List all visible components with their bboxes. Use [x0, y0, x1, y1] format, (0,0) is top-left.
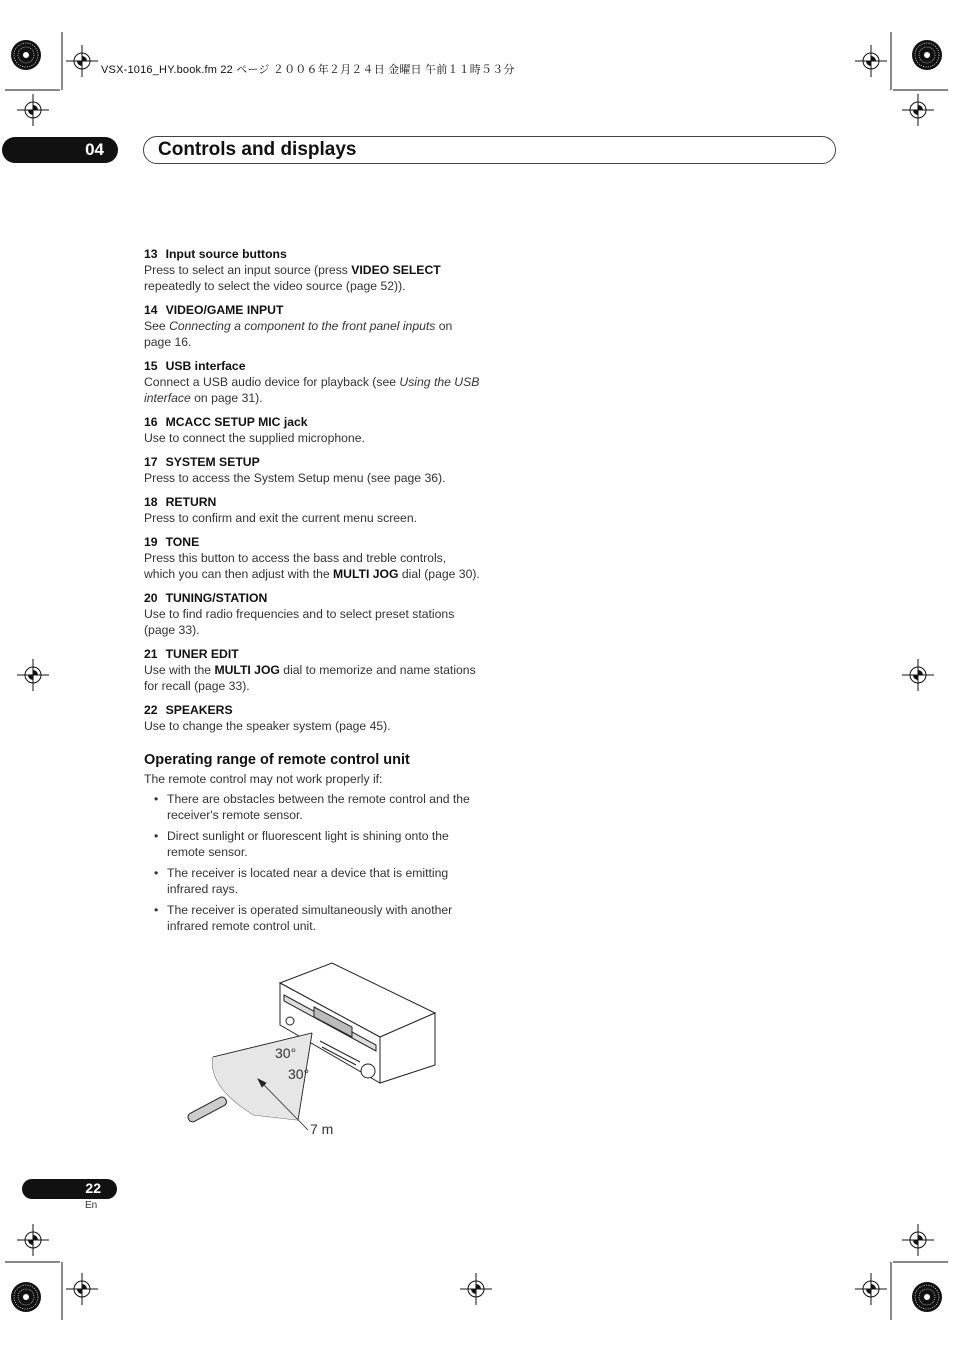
- control-item-title: [144, 646, 480, 662]
- control-item-number: 16: [144, 415, 158, 429]
- control-item-description: [144, 374, 480, 406]
- control-item-number: 18: [144, 495, 158, 509]
- control-item-number: 15: [144, 359, 158, 373]
- bold-term: MULTI JOG: [214, 663, 280, 677]
- registration-mark-icon: [17, 659, 49, 691]
- control-item-name: USB interface: [165, 359, 246, 373]
- control-item-title: [144, 358, 480, 374]
- control-item-description: [144, 318, 480, 350]
- control-item-description: [144, 606, 480, 638]
- remote-range-diagram: [180, 955, 450, 1145]
- registration-mark-icon: [66, 1273, 98, 1305]
- description-text: on page 16.: [144, 319, 453, 349]
- control-item-title: [144, 494, 480, 510]
- description-text: Press this button to access the bass and treble controls, which you can then adjust with the: [144, 551, 447, 581]
- description-text: Connect a USB audio device for playback (see: [144, 375, 400, 389]
- description-text: dial to memorize and name stations for recall (page 33).: [144, 663, 476, 693]
- registration-mark-icon: [17, 1224, 49, 1256]
- chapter-number: 04: [85, 140, 104, 159]
- chapter-tab: [2, 137, 118, 163]
- control-item: [144, 646, 480, 694]
- control-item-number: 22: [144, 703, 158, 717]
- control-item-title: [144, 302, 480, 318]
- description-text: Use to find radio frequencies and to select preset stations (page 33).: [144, 607, 455, 637]
- remote-control-icon: [187, 1096, 228, 1124]
- control-item-title: [144, 702, 480, 718]
- control-item: [144, 454, 480, 486]
- control-item: [144, 414, 480, 446]
- list-item: • There are obstacles between the remote control and the receiver's remote sensor.: [144, 791, 480, 823]
- list-item: • The receiver is operated simultaneously with another infrared remote control unit.: [144, 902, 480, 934]
- control-item-description: [144, 430, 480, 446]
- control-item-name: RETURN: [165, 495, 217, 509]
- control-item: [144, 246, 480, 294]
- control-item: [144, 302, 480, 350]
- list-item: • The receiver is located near a device that is emitting infrared rays.: [144, 865, 480, 897]
- description-text: repeatedly to select the video source (page 52)).: [144, 279, 406, 293]
- description-text: on page 31).: [190, 391, 263, 405]
- control-item-description: [144, 662, 480, 694]
- registration-mark-icon: [902, 1224, 934, 1256]
- registration-mark-icon: [855, 45, 887, 77]
- control-item-name: TUNING/STATION: [165, 591, 268, 605]
- control-item-title: [144, 414, 480, 430]
- list-item: • Direct sunlight or fluorescent light is shining onto the remote sensor.: [144, 828, 480, 860]
- registration-mark-icon: [17, 94, 49, 126]
- angle-label-lower: 30°: [288, 1066, 310, 1082]
- cross-reference: Using the USB interface: [144, 375, 480, 405]
- control-item-name: SPEAKERS: [165, 703, 233, 717]
- control-item-name: SYSTEM SETUP: [165, 455, 260, 469]
- control-item: [144, 534, 480, 582]
- language-label: En: [85, 1200, 98, 1211]
- control-item: [144, 702, 480, 734]
- control-item-name: TUNER EDIT: [165, 647, 239, 661]
- chapter-title: Controls and displays: [158, 139, 357, 160]
- registration-wheel-icon: [912, 1282, 942, 1312]
- control-item-number: 20: [144, 591, 158, 605]
- main-content: [144, 246, 480, 939]
- control-item-name: Input source buttons: [165, 247, 287, 261]
- control-list: [144, 246, 480, 734]
- control-item-number: 14: [144, 303, 158, 317]
- control-item-number: 17: [144, 455, 158, 469]
- control-item-name: MCACC SETUP MIC jack: [165, 415, 308, 429]
- control-item-description: [144, 262, 480, 294]
- registration-mark-icon: [66, 45, 98, 77]
- page-number-tab: [22, 1179, 117, 1199]
- registration-wheel-icon: [11, 1282, 41, 1312]
- description-text: Press to confirm and exit the current menu screen.: [144, 511, 417, 525]
- page-number: 22: [85, 1180, 101, 1196]
- section-intro: The remote control may not work properly if:: [144, 772, 383, 786]
- registration-mark-icon: [902, 94, 934, 126]
- control-item-name: VIDEO/GAME INPUT: [165, 303, 284, 317]
- description-text: Use to change the speaker system (page 45).: [144, 719, 391, 733]
- registration-wheel-icon: [912, 40, 942, 70]
- control-item-description: [144, 550, 480, 582]
- description-text: Use to connect the supplied microphone.: [144, 431, 365, 445]
- control-item-number: 19: [144, 535, 158, 549]
- control-item-description: [144, 470, 480, 486]
- description-text: Press to select an input source (press: [144, 263, 352, 277]
- control-item-title: [144, 454, 480, 470]
- control-item-title: [144, 534, 480, 550]
- control-item: [144, 590, 480, 638]
- bullet-list: [144, 791, 480, 934]
- bold-term: VIDEO SELECT: [351, 263, 441, 277]
- control-item-title: [144, 246, 480, 262]
- section-title: Operating range of remote control unit: [144, 752, 410, 768]
- control-item-title: [144, 590, 480, 606]
- description-text: Use with the: [144, 663, 215, 677]
- description-text: See: [144, 319, 170, 333]
- distance-label: 7 m: [310, 1121, 334, 1137]
- control-item: [144, 358, 480, 406]
- control-item-number: 13: [144, 247, 158, 261]
- description-text: Press to access the System Setup menu (see page 36).: [144, 471, 446, 485]
- control-item-name: TONE: [165, 535, 200, 549]
- registration-mark-icon: [855, 1273, 887, 1305]
- control-item-description: [144, 718, 480, 734]
- bold-term: MULTI JOG: [333, 567, 399, 581]
- chapter-header: [143, 136, 836, 164]
- registration-mark-icon: [460, 1273, 492, 1305]
- control-item-description: [144, 510, 480, 526]
- angle-label-upper: 30°: [275, 1045, 297, 1061]
- registration-mark-icon: [902, 659, 934, 691]
- control-item: [144, 494, 480, 526]
- description-text: dial (page 30).: [398, 567, 480, 581]
- registration-wheel-icon: [11, 40, 41, 70]
- cross-reference: Connecting a component to the front panel inputs: [169, 319, 436, 333]
- print-header: VSX-1016_HY.book.fm 22 ページ ２００６年２月２４日 金曜日 午前１１時５３分: [101, 64, 515, 76]
- control-item-number: 21: [144, 647, 158, 661]
